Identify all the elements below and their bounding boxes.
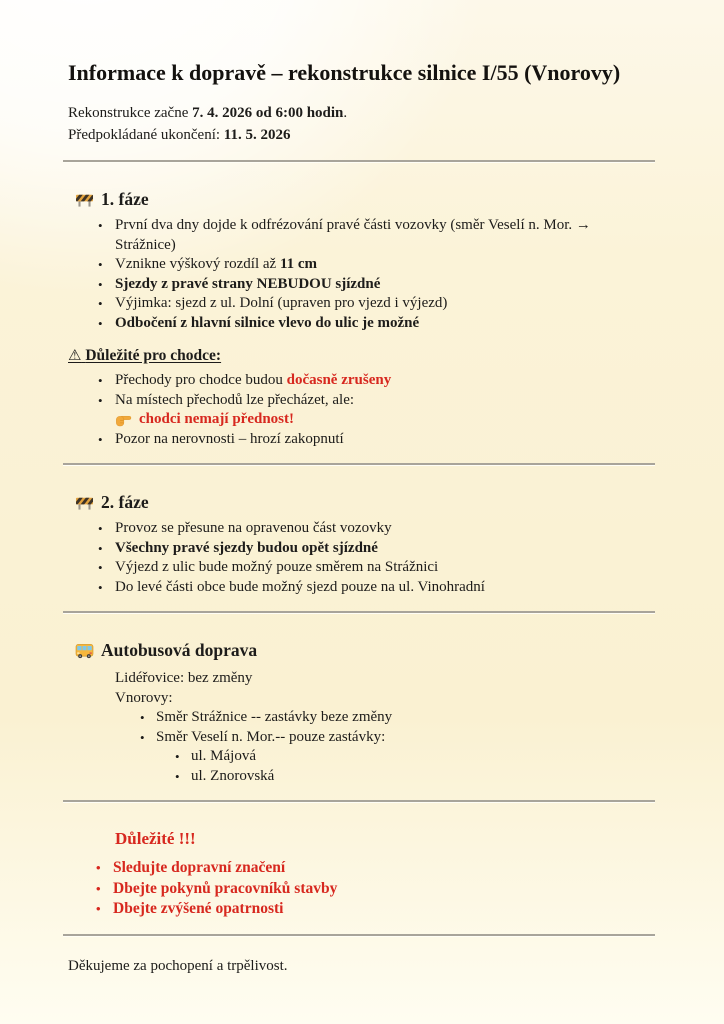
- pedestrian-warning-heading: [68, 346, 655, 365]
- list-item: • ul. Znorovská: [191, 767, 655, 787]
- closing-thanks: Děkujeme za pochopení a trpělivost.: [68, 957, 288, 974]
- list-item: • Výjezd z ulic bude možný pouze směrem na Strážnici: [115, 558, 655, 578]
- important-heading: Důležité !!!: [115, 829, 196, 848]
- bus-heading-label: Autobusová doprava: [101, 640, 258, 660]
- section-divider: [63, 934, 655, 937]
- phase-2-list: [68, 519, 655, 597]
- list-item: • Pozor na nerovnosti – hrozí zakopnutí: [115, 430, 655, 450]
- list-item: • Přechody pro chodce budou dočasně zrušeny: [115, 371, 655, 391]
- section-bus-transport: [68, 639, 655, 786]
- construction-barrier-icon: [75, 494, 94, 511]
- section-divider: [63, 160, 655, 163]
- section-divider: [63, 611, 655, 614]
- list-item: • Dbejte pokynů pracovníků stavby: [113, 879, 655, 900]
- bus-heading: [75, 639, 655, 661]
- intro-start-date: Rekonstrukce začne 7. 4. 2026 od 6:00 hodin.: [68, 105, 348, 121]
- list-item: • Směr Strážnice -- zastávky beze změny: [156, 708, 655, 728]
- phase-1-heading-label: 1. fáze: [101, 189, 149, 209]
- list-item: • Na místech přechodů lze přecházet, ale: chodci nemají přednost!: [115, 391, 655, 430]
- warning-icon: ⚠: [68, 346, 82, 364]
- important-list: [68, 858, 655, 920]
- bus-directions-list: [68, 708, 655, 786]
- list-item: • Do levé části obce bude možný sjezd pouze na ul. Vinohradní: [115, 578, 655, 598]
- list-item: • Směr Veselí n. Mor.-- pouze zastávky: • ul. Májová • ul. Znorovská: [156, 728, 655, 787]
- list-item: • První dva dny dojde k odfrézování pravé části vozovky (směr Veselí n. Mor. → Strážnice): [115, 216, 655, 255]
- list-item: • Sledujte dopravní značení: [113, 858, 655, 879]
- bus-stops-sublist: [156, 747, 655, 786]
- list-item: • Dbejte zvýšené opatrnosti: [113, 899, 655, 920]
- bus-line-vnorovy: Vnorovy:: [115, 690, 173, 706]
- list-item: • Vznikne výškový rozdíl až 11 cm: [115, 255, 655, 275]
- section-divider: [63, 800, 655, 803]
- bus-icon: [75, 642, 94, 659]
- list-item: • Všechny pravé sjezdy budou opět sjízdné: [115, 539, 655, 559]
- list-item: • Sjezdy z pravé strany NEBUDOU sjízdné: [115, 275, 655, 295]
- list-item: • Provoz se přesune na opravenou část vozovky: [115, 519, 655, 539]
- construction-barrier-icon: [75, 191, 94, 208]
- list-item: • ul. Májová: [191, 747, 655, 767]
- bus-line-liderovice: Lidéřovice: bez změny: [115, 670, 253, 686]
- pedestrian-priority-note: chodci nemají přednost!: [115, 410, 655, 430]
- list-item: • Odbočení z hlavní silnice vlevo do ulic je možné: [115, 314, 655, 334]
- page-title: Informace k dopravě – rekonstrukce silnice I/55 (Vnorovy): [68, 60, 621, 85]
- phase-1-heading: [75, 188, 655, 210]
- section-phase-1: [68, 188, 655, 449]
- section-important: [68, 829, 655, 920]
- pedestrian-list: [68, 371, 655, 449]
- phase-2-heading-label: 2. fáze: [101, 492, 149, 512]
- phase-2-heading: [75, 491, 655, 513]
- pedestrian-warning-label: Důležité pro chodce:: [85, 347, 222, 364]
- phase-1-list: [68, 216, 655, 333]
- section-divider: [63, 463, 655, 466]
- list-item: • Výjimka: sjezd z ul. Dolní (upraven pro vjezd i výjezd): [115, 294, 655, 314]
- pointing-finger-icon: [115, 412, 132, 427]
- intro-end-date: Předpokládané ukončení: 11. 5. 2026: [68, 127, 291, 143]
- section-phase-2: [68, 491, 655, 597]
